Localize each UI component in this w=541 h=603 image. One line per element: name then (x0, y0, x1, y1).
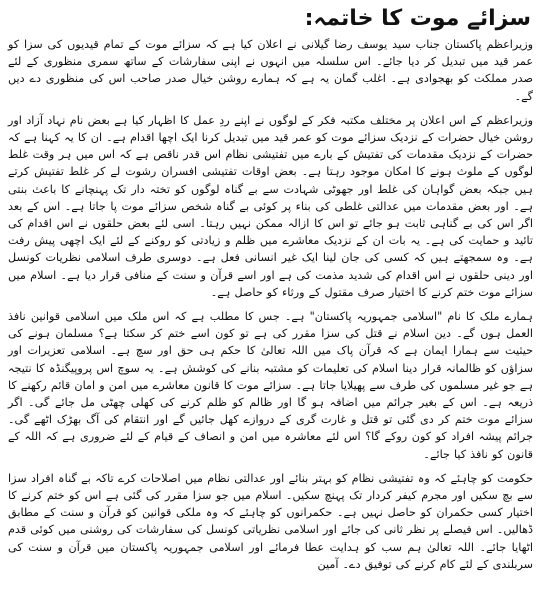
article-title: سزائے موت کا خاتمہ: (304, 6, 531, 31)
article-paragraph: وزیراعظم پاکستان جناب سید یوسف رضا گیلانی نے اعلان کیا ہے کہ سزائے موت کے تمام قیدیوں کی سزا کو عمر قید میں تبدیل کر دیا جائے۔ اس سلسلہ میں انہوں نے اپنی سفارشات کے ساتھ سمری منظوری کے لئے صدر مملکت کو بھجوادی ہے۔ اغلب گمان یہ ہے کہ ہمارے روشن خیال صدر صاحب اس کی منظوری دے دیں گے۔ (8, 38, 533, 103)
article-paragraph: وزیراعظم کے اس اعلان پر مختلف مکتبہ فکر کے لوگوں نے اپنے ردِ عمل کا اظہار کیا ہے بعض نام نہاد آزاد اور روشن خیال حضرات کے نزدیک سزائے موت کو عمر قید میں تبدیل کرنا ایک اچھا اقدام ہے۔ ان کا یہ کہنا ہے کہ حضرات کے نزدیک مقدمات کی تفتیش کے بارے میں تفتیشی نظام اس قدر ناقص ہے کہ اس میں ہر وقت غلط لوگوں کے ملوث ہونے کا امکان موجود رہتا ہے۔ بعض اوقات تفتیشی افسران رشوت لے کر غلط تفتیش کرتے ہیں جبکہ بعض گواہان کی غلط اور جھوٹی شہادت سے بے گناہ لوگوں کو تختہ دار تک پہنچانے کا باعث بنتی ہے۔ اور بعض مقدمات میں عدالتی غلطی کی بناء پر کوئی بے گناہ شخص سزائے موت پا جاتا ہے۔ اس کے بعد اگر اس کی بے گناہی ثابت ہو جائے تو اس کا ازالہ ممکن نہیں رہتا۔ اسی لئے بعض حلقوں نے اس اقدام کی تائید و حمایت کی ہے۔ یہ بات ان کے نزدیک معاشرے میں ظلم و زیادتی کو روکنے کے لئے ایک اچھی پیش رفت ہے۔ وہ سمجھتے ہیں کہ کسی کی جان لینا ایک غیر انسانی فعل ہے۔ دوسری طرف اسلامی نظریات کونسل اور دینی حلقوں نے اس اقدام کی شدید مذمت کی ہے اور اسے قرآن و سنت کے منافی قرار دیا ہے۔ اسلام میں سزائے موت ختم کرنے کا اختیار صرف مقتول کے ورثاء کو حاصل ہے۔ (8, 113, 533, 299)
article-paragraph: حکومت کو چاہئے کہ وہ تفتیشی نظام کو بہتر بنائے اور عدالتی نظام میں اصلاحات کرے تاکہ بے گناہ افراد سزا سے بچ سکیں اور مجرم کیفر کردار تک پہنچ سکیں۔ اسلام میں جو سزا مقرر کی گئی ہے اس کو ختم کرنے کا اختیار کسی حکمران کو حاصل نہیں ہے۔ حکمرانوں کو چاہئے کہ وہ ملکی قوانین کو قرآن و سنت کے مطابق ڈھالیں۔ اس فیصلے پر نظر ثانی کی جائے اور اسلامی نظریاتی کونسل کی سفارشات کی روشنی میں کوئی قدم اٹھایا جائے۔ اللہ تعالیٰ ہم سب کو ہدایت عطا فرمائے اور اسلامی جمہوریہ پاکستان میں قرآن و سنت کی سربلندی کے لئے کام کرنے کی توفیق دے۔ آمین (8, 471, 533, 571)
article-paragraph: ہمارے ملک کا نام "اسلامی جمہوریہ پاکستان" ہے۔ جس کا مطلب ہے کہ اس ملک میں اسلامی قوانین نافذ العمل ہوں گے۔ دین اسلام نے قتل کی سزا مقرر کی ہے تو کون اسے ختم کر سکتا ہے؟ مسلمان ہونے کی حیثیت سے ہمارا ایمان ہے کہ قرآن پاک میں اللہ تعالیٰ کا حکم ہی حق اور سچ ہے۔ اسلامی تعزیرات اور سزاؤں کو ظالمانہ قرار دینا اسلام کی تعلیمات کو مشتبہ بنانے کی کوشش ہے۔ یہ سوچ اس پروپیگنڈہ کا نتیجہ ہے جو غیر مسلموں کی طرف سے پھیلایا جاتا ہے۔ سزائے موت کا قانون معاشرے میں امن و امان قائم رکھنے کا ذریعہ ہے۔ اس کے بغیر جرائم میں اضافہ ہو گا اور ظالم کو ظلم کرنے کی کھلی چھٹی مل جائے گی۔ اگر سزائے موت ختم کر دی گئی تو قتل و غارت گری کے دروازے کھل جائیں گے اور انتقام کی آگ بھڑک اٹھے گی۔ جرائم پیشہ افراد کو کون روکے گا؟ اس لئے معاشرہ میں امن و انصاف کے قیام کے لئے ضروری ہے کہ اللہ کے قانون کو نافذ کیا جائے۔ (8, 310, 533, 461)
